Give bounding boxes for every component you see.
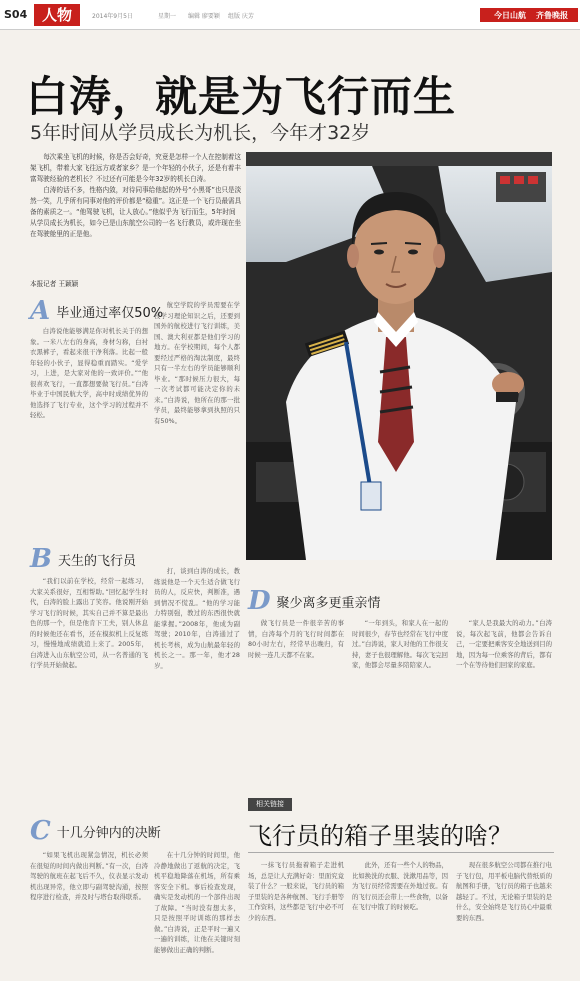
section-a-column-1 [30, 326, 148, 540]
article-lead [30, 152, 242, 240]
lead-paragraph: 白涛的话不多，性格内敛，对待同事给他起的外号“小黑哥”也只是淡然一笑，几乎所有同事对他的评价都是“稳重”。这正是一个飞行员最需具备的素质之一。“他驾驶飞机，让人放心。”他似乎为飞行而生，5年时间从学员成长为机长，如今已是山东航空公司的一名飞行教员，或许现在坐在驾驶舱里的正是他。 [30, 186, 242, 238]
divider [248, 852, 554, 853]
section-c-column-2 [154, 850, 240, 974]
related-column-3 [456, 860, 552, 976]
section-b-title: 天生的飞行员 [57, 553, 136, 569]
section-c-column-1 [30, 850, 148, 974]
section-b-text: 打，谈到白涛的成长，教练说他是一个天生适合做飞行员的人，反应快，判断准，遇到情况不慌乱。“他的学习能力特别强，教过的东西很快就能掌握。”2008年，他成为副驾驶；2010年，白涛通过了机长考核，成为山航最年轻的机长之一。那一年，他才28岁。 [154, 567, 240, 670]
section-b-column-1 [30, 576, 148, 808]
section-d-letter: D [248, 586, 271, 616]
related-link-title: 飞行员的箱子里装的啥？ [248, 822, 512, 850]
pilot-photo [246, 152, 552, 560]
related-column-1 [248, 860, 344, 976]
section-c-text: “如果飞机出现紧急情况，机长必须在很短的时间内做出判断。”有一次，白涛驾驶的航班在起飞后不久，仪表显示发动机出现异常，他立即与副驾驶沟通，按照程序进行检查，并及时与塔台取得联系。 [30, 851, 148, 901]
section-d-text: “家人是我最大的动力。”白涛说，每次起飞前，他都会告诉自己，一定要把乘客安全地送到目的地，因为每一位乘客的背后，都有一个在等待他们回家的家庭。 [456, 619, 552, 669]
section-d-column-1 [248, 618, 344, 788]
section-c-letter: C [30, 816, 51, 846]
section-b-heading [30, 544, 136, 574]
related-link-tag: 相关链接 [248, 798, 292, 811]
section-a-letter: A [30, 296, 51, 326]
paper-logo: 齐鲁晚报 [536, 10, 568, 20]
section-d-title: 聚少离多更重亲情 [276, 595, 381, 611]
pilot-photo-illustration [246, 152, 552, 560]
lead-paragraph: 每次乘坐飞机的时候，你是否会好奇，究竟是怎样一个人在控制着这架飞机，带着大家飞往远方或者家乡？是一个年轻的小伙子，还是有着丰富驾驶经验的老机长？不过还有可能是今年32岁的机长白涛。 [30, 153, 241, 183]
section-d-column-2 [352, 618, 448, 788]
section-c-heading [30, 816, 161, 846]
section-b-text: “我们以前在学校，经常一起练习，大家关系很好，互相帮助。”回忆起学生时代，白涛的脸上露出了笑容。他说刚开始学习飞行的时候，其实自己并不算是最出色的那一个，但是他肯下工夫，别人休息的时候他还在看书，还在模拟机上反复练习，慢慢地成绩就追上来了。2005年，白涛进入山东航空公司，从一名普通的飞行学员开始做起。 [30, 577, 148, 669]
author-byline: 本报记者 王颖颖 [30, 280, 79, 288]
section-b-column-2 [154, 566, 240, 808]
section-a-text: 白涛说他能够满足你对机长关于的想象。一米八左右的身高，身材匀称，白衬衣黑裤子，看起来很干净利落。比起一般年轻的小伙子，显得稳重而踏实。“爱学习，上进，是大家对他的一致评价。”“他很喜欢飞行，一直都想要做飞行员。”白涛毕业于中国民航大学，高中时成绩优异的他选择了飞行专业，这个学习的过程并不轻松。 [30, 327, 148, 419]
related-text: 此外，还有一些个人的物品，比如换洗的衣服、洗漱用品等，因为飞行员经常需要在外地过夜。有的飞行员还会带上一些食物，以备在飞行中饿了的时候吃。 [352, 861, 448, 911]
section-label: 人物 [34, 4, 80, 26]
section-c-text: 在十几分钟的时间里，他冷静地做出了返航的决定，飞机平稳地降落在机场，所有乘客安全下机。事后检查发现，确实是发动机的一个部件出现了故障。“当时没有想太多，只是按照平时训练的那样去做。”白涛说，正是平时一遍又一遍的训练，让他在关键时刻能够做出正确的判断。 [154, 851, 240, 954]
article-subhead: 5年时间从学员成长为机长，今年才32岁 [30, 122, 371, 144]
design-credit: 组版 庆芳 [228, 13, 254, 20]
related-column-2 [352, 860, 448, 976]
section-a-title: 毕业通过率仅50% [56, 305, 164, 321]
section-d-heading [248, 586, 381, 616]
page-header [0, 0, 580, 30]
article-headline: 白涛，就是为飞行而生 [26, 72, 457, 121]
related-text: 现在很多航空公司都在推行电子飞行包，用平板电脑代替纸质的航图和手册，飞行员的箱子也越来越轻了。不过，无论箱子里装的是什么，安全始终是飞行员心中最重要的东西。 [456, 861, 552, 922]
section-b-letter: B [30, 544, 52, 574]
section-d-column-3 [456, 618, 552, 788]
related-text: 一抹飞行员拖着箱子走进机场，总是让人充满好奇：里面究竟装了什么？一般来说，飞行员的箱子里装的是各种航图、飞行手册等工作资料，这些都是飞行中必不可少的东西。 [248, 861, 344, 922]
issue-date: 2014年9月5日 [92, 13, 133, 20]
section-a-heading [30, 296, 163, 326]
brand-name: 今日山航 [494, 11, 526, 20]
section-a-column-2 [154, 300, 240, 540]
section-c-title: 十几分钟内的决断 [56, 825, 161, 841]
issue-weekday: 星期一 [158, 13, 177, 20]
section-d-text: 做飞行员是一件很辛苦的事情，白涛每个月的飞行时间都在80小时左右，经常早出晚归，有时候一连几天都不在家。 [248, 619, 344, 659]
editor-credit: 编辑 廖要颖 [188, 13, 220, 20]
section-a-text: 航空学院的学员需要在学校学习理论知识之后，还要到国外的航校进行飞行训练，美国、澳大利亚都是他们学习的地方。在学校期间，每个人都要经过严格的淘汰制度，最终只有一半左右的学员能够顺利毕业。“那时候压力很大，每一次考试都可能决定你的未来。”白涛说，他所在的那一批学员，最终能够拿到执照的只有50%。 [154, 301, 240, 425]
brand-bar [480, 8, 578, 22]
page-number: S04 [4, 8, 28, 21]
section-d-text: “一年到头，和家人在一起的时间很少，春节也经常在飞行中度过。”白涛说，家人对他的工作很支持，妻子也很理解他。每次飞完回家，他都会尽量多陪陪家人。 [352, 619, 448, 669]
